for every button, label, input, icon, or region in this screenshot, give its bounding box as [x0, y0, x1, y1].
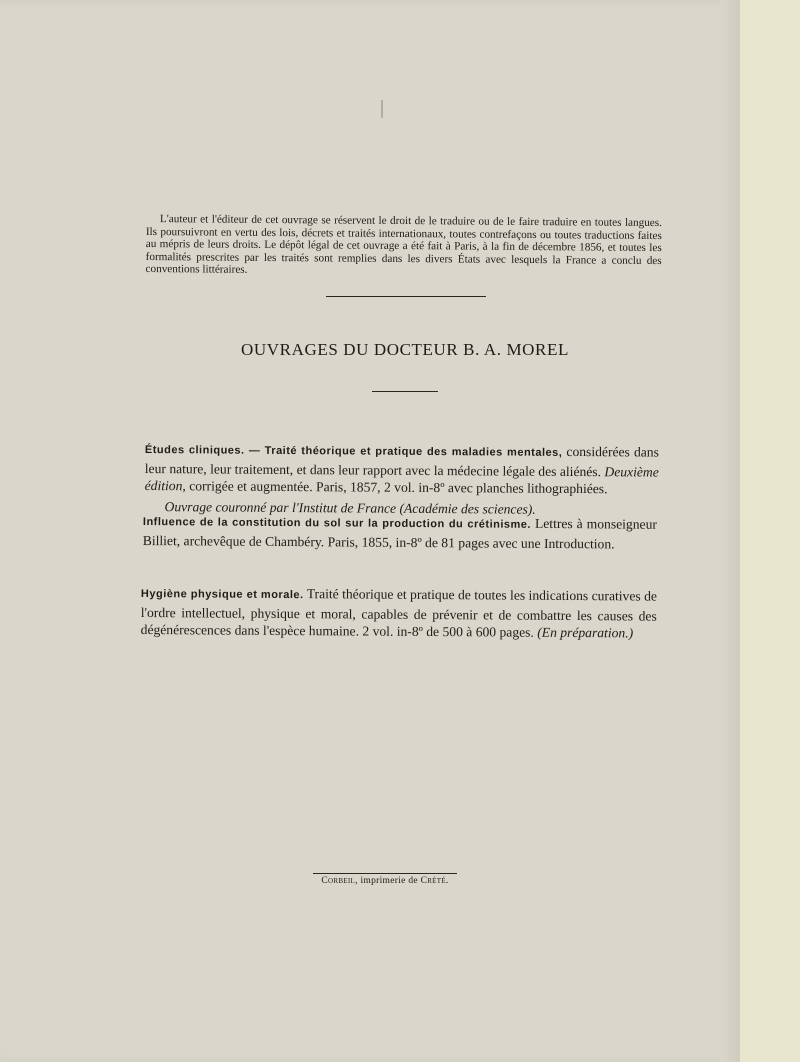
ink-speck — [381, 100, 383, 118]
work-description: considérées dans leur nature, leur traitement, et dans leur rapport avec la médecine légale des aliénés. — [144, 443, 659, 479]
imprint-middle: , imprimerie de — [355, 876, 421, 886]
work-title: Influence de la constitution du sol sur la production du crétinisme. — [142, 515, 532, 531]
printer-imprint — [0, 876, 770, 886]
work-award-note: Ouvrage couronné par l'Institut de France (Académie des sciences). — [164, 498, 536, 517]
separator-rule-footer — [313, 873, 457, 874]
copyright-notice: L'auteur et l'éditeur de cet ouvrage se réservent le droit de le traduire ou de le faire traduire en toutes langues. Ils poursuivront en vertu des lois, décrets et traités internationaux, toutes contrefaçons ou toutes traductions faites au mépris de leurs droits. Le dépôt légal de cet ouvrage a été fait à Paris, à la fin de décembre 1856, et toutes les formalités prescrites par les traités sont remplies dans les divers États avec lesquels la France a conclu des conventions littéraires. — [145, 213, 662, 277]
work-description: Lettres à monseigneur Billiet, archevêque de Chambéry. Paris, 1855, in-8º de 81 pages avec une Introduction. — [142, 515, 657, 551]
work-description: Traité théorique et pratique de toutes les indications curatives de l'ordre intellectuel, physique et moral, capables de prévenir et de combattre les causes des dégénérescences dans l'espèce humaine. 2 vol. in-8º de 500 à 600 pages. — [140, 586, 657, 640]
work-title: Études cliniques. — Traité théorique et pratique des maladies mentales, — [144, 443, 563, 459]
imprint-city: Corbeil — [321, 876, 356, 886]
work-edition: Deuxième édition, — [144, 463, 659, 494]
work-entry-cretinisme — [143, 512, 657, 553]
section-heading: OUVRAGES DU DOCTEUR B. A. MOREL — [241, 340, 569, 359]
page-edge-shadow — [720, 0, 740, 1062]
work-entry-hygiene — [141, 584, 657, 642]
work-title: Hygiène physique et morale. — [140, 587, 304, 602]
imprint-end: . — [445, 876, 449, 886]
separator-rule-top — [326, 296, 486, 297]
imprint-printer: Crété — [420, 876, 446, 886]
separator-rule-middle — [372, 391, 438, 392]
work-entry-etudes-cliniques — [144, 440, 659, 519]
work-status: (En préparation.) — [537, 624, 634, 641]
work-description-continued: corrigée et augmentée. Paris, 1857, 2 vol. in-8º avec planches lithographiées. — [185, 478, 608, 497]
